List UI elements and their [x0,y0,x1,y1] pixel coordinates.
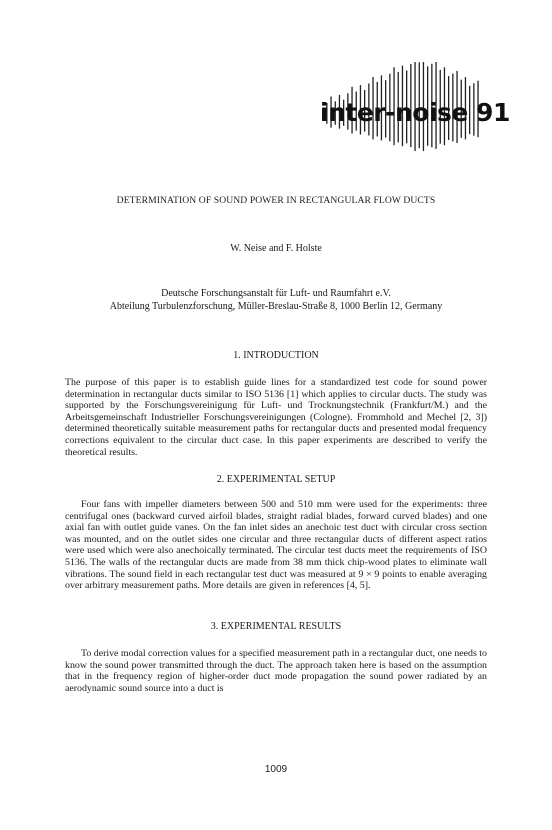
paper-affiliation [0,287,552,313]
affiliation-line-1: Deutsche Forschungsanstalt für Luft- und Raumfahrt e.V. [161,288,391,299]
section-text-setup: Four fans with impeller diameters between 500 and 510 mm were used for the experiments: three centrifugal ones (backward curved airfoil blades, straight radial blades, forward curved blades) and one axial fan with outlet guide vanes. On the fan inlet sides an anechoic test duct with circular cross section was mounted, and on the outlet sides one circular and three rectangular ducts of different aspect ratios were used which were also anechoically terminated. The circular test ducts meet the requirements of ISO 5136. The walls of the rectangular ducts are made from 38 mm thick chip-wood plates to eliminate wall vibrations. The sound field in each rectangular test duct was measured at 9 × 9 points to enable averaging over arbitrary measurement paths. More details are given in references [4, 5]. [65,499,487,592]
section-text-introduction: The purpose of this paper is to establish guide lines for a standardized test code for sound power determination in rectangular ducts similar to ISO 5136 [1] which applies to circular ducts. The study was supported by the Forschungsvereinigung für Luft- und Trocknungstechnik (Frankfurt/M.) and the Arbeitsgemeinschaft Industrieller Forschungsvereinigungen (Cologne). Frommhold and Mechel [2, 3]) determined theoretically suitable measurement paths for rectangular ducts and presented modal frequency corrections equivalent to the circular duct case. In this paper experiments are described to verify the theoretical results. [65,377,487,458]
affiliation-line-2: Abteilung Turbulenzforschung, Müller-Breslau-Straße 8, 1000 Berlin 12, Germany [109,301,443,312]
conference-logo [312,62,510,170]
paper-authors: W. Neise and F. Holste [230,243,322,254]
page-number: 1009 [264,764,288,775]
logo-text: inter-noise 91 [320,98,510,127]
section-heading-results: 3. EXPERIMENTAL RESULTS [210,621,342,632]
section-heading-setup: 2. EXPERIMENTAL SETUP [216,474,336,485]
section-heading-introduction: 1. INTRODUCTION [233,350,319,361]
paper-title: DETERMINATION OF SOUND POWER IN RECTANGULAR FLOW DUCTS [116,195,436,206]
section-text-results: To derive modal correction values for a specified measurement path in a rectangular duct, one needs to know the sound power transmitted through the duct. The approach taken here is based on the assumption that in the frequency region of higher-order duct mode propagation the sound power radiated by an aerodynamic sound source into a duct is [65,648,487,694]
